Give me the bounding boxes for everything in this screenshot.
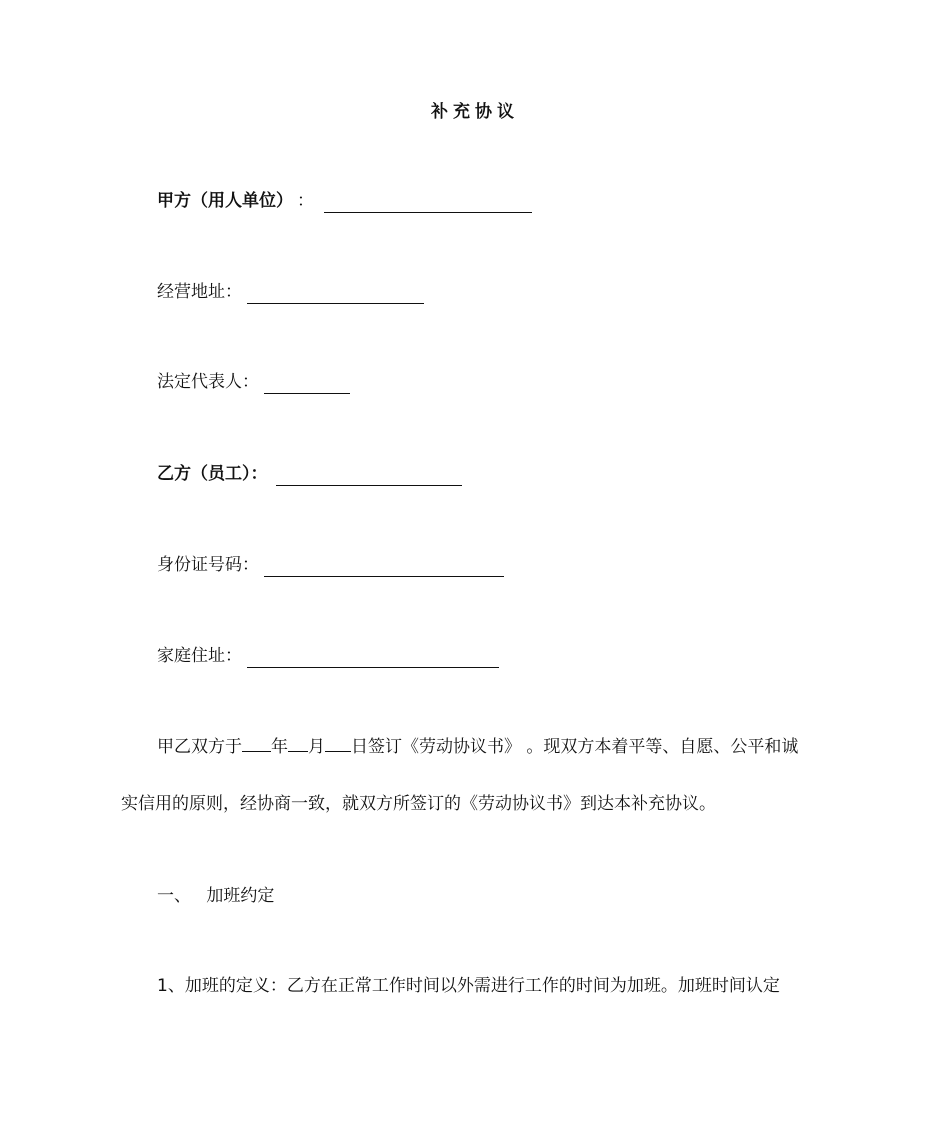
id-blank [264,558,504,577]
party-a-colon: ： [297,191,314,211]
year-label: 年 [271,737,288,757]
section-1-title: 加班约定 [206,886,275,906]
party-a-row [157,189,532,213]
clause-1: 1、加班的定义：乙方在正常工作时间以外需进行工作的时间为加班。加班时间认定 [157,976,780,996]
page-title: 补充协议 [431,102,519,122]
home-blank [247,649,499,668]
legal-rep-label: 法定代表人： [157,372,259,392]
day-blank [325,735,351,752]
party-b-blank [276,467,462,486]
intro-text-end: 日签订《劳动协议书》 。现双方本着平等、自愿、公平和诚 [351,737,799,757]
home-label: 家庭住址： [157,646,242,666]
id-row [157,553,504,577]
address-label: 经营地址： [157,282,242,302]
party-a-label: 甲方（用人单位） [157,191,293,211]
party-b-label: 乙方（员工）： [157,464,268,484]
year-blank [242,735,271,752]
home-row [157,644,499,668]
id-label: 身份证号码： [157,555,259,575]
legal-rep-row [157,370,350,394]
month-label: 月 [308,737,325,757]
section-1-heading [157,884,274,908]
legal-rep-blank [264,375,350,394]
intro-paragraph-line1 [157,735,798,759]
intro-paragraph-line2: 实信用的原则，经协商一致，就双方所签订的《劳动协议书》到达本补充协议。 [121,794,716,814]
month-blank [288,735,308,752]
section-1-number: 一、 [157,886,191,906]
party-a-blank [324,194,532,213]
intro-text-start: 甲乙双方于 [157,737,242,757]
party-b-row [157,462,462,486]
address-row [157,280,424,304]
address-blank [247,285,424,304]
